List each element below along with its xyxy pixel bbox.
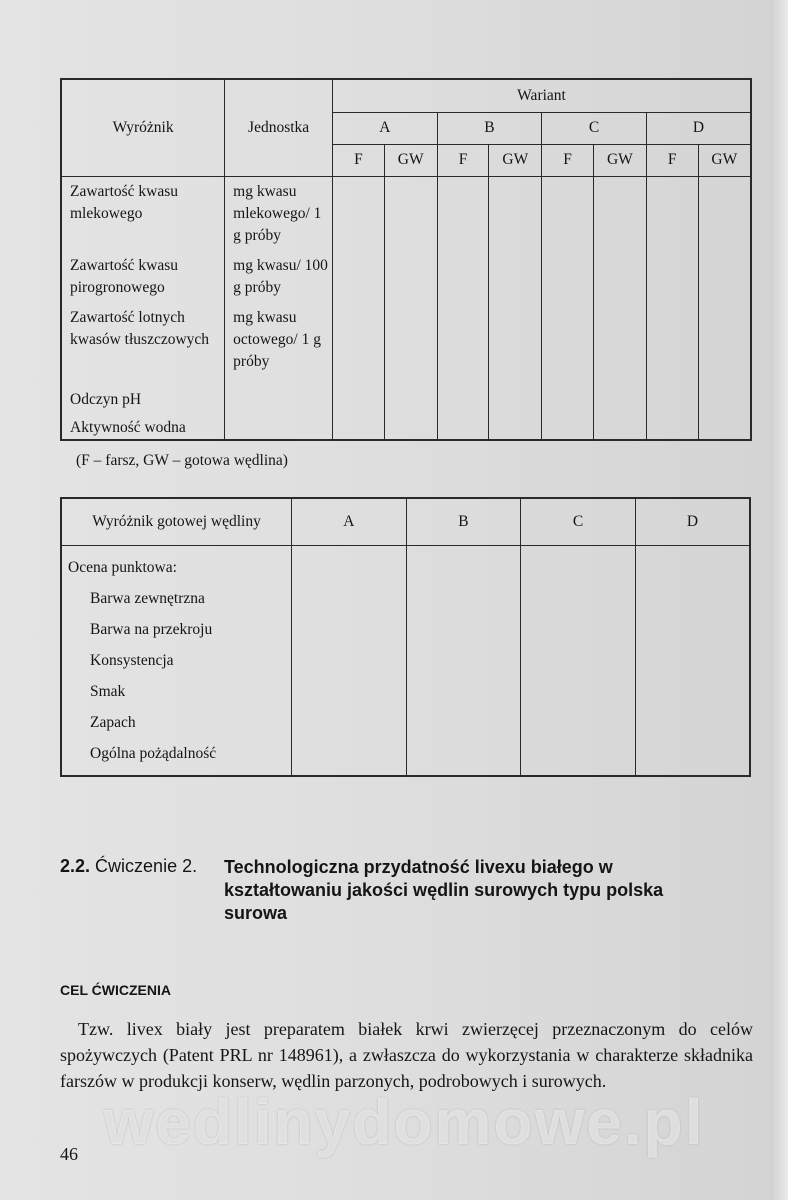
variant-b-header: B bbox=[406, 498, 521, 546]
row-label: Zawartość kwasu mlekowego bbox=[70, 182, 179, 222]
empty-cell bbox=[333, 176, 385, 440]
criterion-item: Zapach bbox=[90, 714, 136, 731]
variant-c-header: C bbox=[542, 112, 647, 144]
criteria-column bbox=[61, 176, 225, 440]
row-unit: mg kwasu octowego/ 1 g próby bbox=[233, 308, 321, 370]
d-wedlina-header: GW bbox=[698, 144, 751, 176]
row-label: Zawartość kwasu pirogronowego bbox=[70, 256, 179, 296]
b-wedlina-header: GW bbox=[489, 144, 542, 176]
variant-d-header: D bbox=[646, 112, 751, 144]
section-title: Technologiczna przydatność livexu białego w kształtowaniu jakości wędlin surowych typu polska surowa bbox=[224, 857, 664, 923]
d-farsz-header: F bbox=[646, 144, 698, 176]
empty-cell bbox=[292, 546, 407, 776]
product-criterion-header: Wyróżnik gotowej wędliny bbox=[61, 498, 292, 546]
variant-c-header: C bbox=[521, 498, 636, 546]
criterion-item: Barwa zewnętrzna bbox=[90, 590, 205, 607]
group-label: Ocena punktowa: bbox=[68, 559, 177, 576]
empty-cell bbox=[542, 176, 594, 440]
a-farsz-header: F bbox=[333, 144, 385, 176]
sensory-evaluation-table bbox=[60, 497, 751, 777]
c-wedlina-header: GW bbox=[593, 144, 646, 176]
variant-a-header: A bbox=[292, 498, 407, 546]
goal-heading: CEL ĆWICZENIA bbox=[60, 982, 171, 998]
section-number-line bbox=[60, 856, 197, 877]
a-wedlina-header: GW bbox=[384, 144, 437, 176]
analysis-results-table bbox=[60, 78, 752, 441]
empty-cell bbox=[635, 546, 750, 776]
b-farsz-header: F bbox=[437, 144, 489, 176]
table-legend-note: (F – farsz, GW – gotowa wędlina) bbox=[76, 452, 288, 469]
variant-d-header: D bbox=[635, 498, 750, 546]
empty-cell bbox=[646, 176, 698, 440]
variant-header: Wariant bbox=[333, 79, 751, 112]
units-column bbox=[225, 176, 333, 440]
row-unit: mg kwasu mlekowego/ 1 g próby bbox=[233, 182, 322, 244]
empty-cell bbox=[384, 176, 437, 440]
criterion-item: Ogólna pożądalność bbox=[90, 745, 217, 762]
row-label: Zawartość lotnych kwasów tłuszczowych bbox=[70, 308, 210, 348]
row-label: Aktywność wodna bbox=[70, 418, 186, 436]
criteria-column bbox=[61, 546, 292, 776]
empty-cell bbox=[521, 546, 636, 776]
criterion-item: Konsystencja bbox=[90, 652, 174, 669]
empty-cell bbox=[593, 176, 646, 440]
empty-cell bbox=[698, 176, 751, 440]
exercise-label: Ćwiczenie 2. bbox=[95, 856, 198, 876]
variant-a-header: A bbox=[333, 112, 438, 144]
unit-header: Jednostka bbox=[225, 79, 333, 176]
page-spine-shadow bbox=[770, 0, 788, 1200]
criterion-item: Barwa na przekroju bbox=[90, 621, 213, 638]
body-paragraph: Tzw. livex biały jest preparatem białek krwi zwierzęcej przeznaczonym do celów spożywczych (Patent PRL nr 148961), a zwłaszcza do wykorzystania w charakterze składnika farszów w produkcji konserw, wędlin parzonych, podrobowych i surowych. bbox=[60, 1019, 753, 1091]
row-label: Odczyn pH bbox=[70, 390, 142, 408]
page-number: 46 bbox=[60, 1144, 78, 1164]
empty-cell bbox=[437, 176, 489, 440]
criterion-header: Wyróżnik bbox=[61, 79, 225, 176]
watermark: wedlinydomowe.pl bbox=[103, 1086, 705, 1158]
c-farsz-header: F bbox=[542, 144, 594, 176]
section-number: 2.2. bbox=[60, 856, 91, 876]
empty-cell bbox=[489, 176, 542, 440]
variant-b-header: B bbox=[437, 112, 542, 144]
criterion-item: Smak bbox=[90, 683, 126, 700]
row-unit: mg kwasu/ 100 g próby bbox=[233, 256, 328, 296]
empty-cell bbox=[406, 546, 521, 776]
